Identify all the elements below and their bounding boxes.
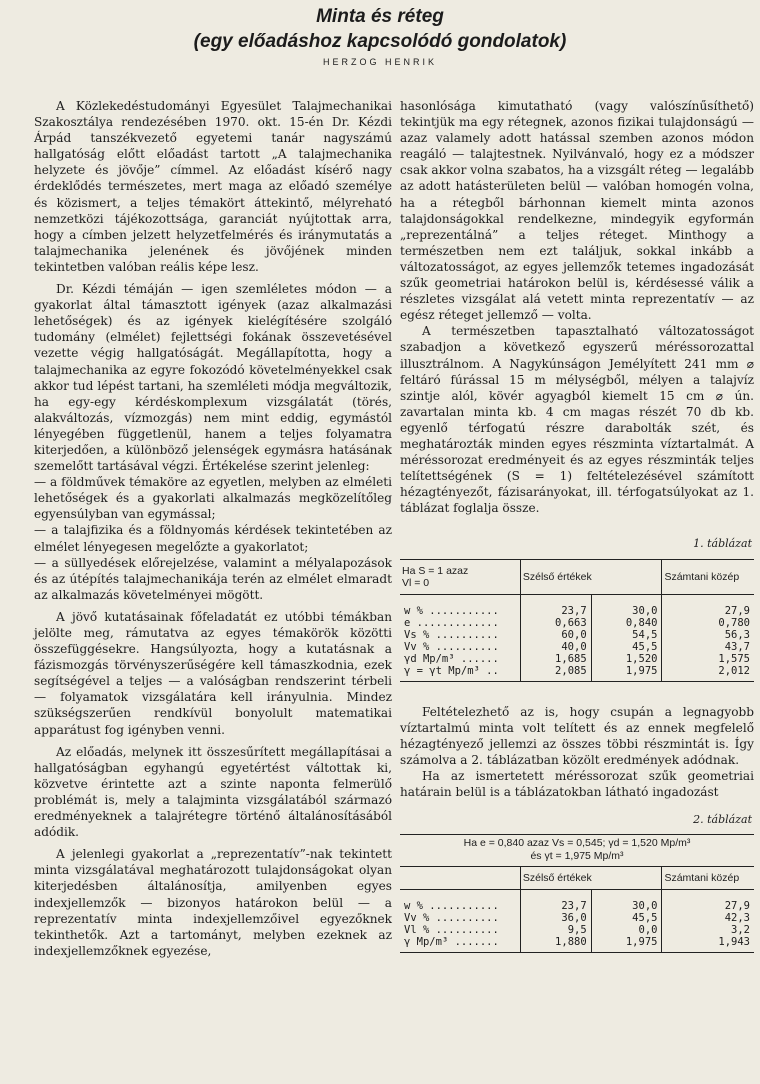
table-1-min-cell: 40,0 bbox=[520, 641, 591, 653]
paragraph: Az előadás, melynek itt összesűrített megállapításai a hallgatóságban egyhangú egyetértést váltottak ki, közvetve érintette azt a szinte naponta felmerülő problémát is, mely a talajminta vizsgálatából származó eredményeknek a talajrétegre történő általánosításából adódik. bbox=[34, 744, 392, 840]
table-1-row bbox=[400, 665, 754, 682]
table-2-min-cell: 23,7 bbox=[520, 890, 591, 913]
table-1-mean-cell: 27,9 bbox=[662, 594, 754, 617]
author: HERZOG HENRIK bbox=[322, 57, 437, 67]
paragraph: A jövő kutatásainak főfeladatát ez utóbbi témákban jelölte meg, rámutatva az egyes témakörök közötti összefüggésekre. Hangsúlyozta, hogy a kutatásnak a fázismozgás törvényszerűségére kell támaszkodnia, ezek segítségével a teljes — a valóságban rendszerint térbeli — folyamatok vizsgálatára kell irányulnia. Mindez szükségszerűen rendkívül bonyolult matematikai apparátust fog igényben venni. bbox=[34, 609, 392, 737]
table-2-row-label: Vv % .......... bbox=[404, 912, 499, 925]
table-2-max-cell: 0,0 bbox=[591, 924, 662, 936]
table-1-row-label: e ............. bbox=[404, 616, 499, 629]
table-2-row-label: Vl % .......... bbox=[404, 924, 499, 937]
table-1-row bbox=[400, 617, 754, 629]
title-line-1: Minta és réteg bbox=[316, 6, 444, 27]
table-2-row-label: w % ........... bbox=[404, 900, 499, 913]
table-1-mean-cell: 43,7 bbox=[662, 641, 754, 653]
table-1-mean-cell: 1,575 bbox=[662, 653, 754, 665]
list-item: — a süllyedések előrejelzése, valamint a mélyalapozások és az útépítés talajmechanikája terén az elmélet elmaradt az alkalmazás követelményei mögött. bbox=[34, 555, 392, 602]
table-1-max-cell: 0,840 bbox=[591, 617, 662, 629]
table-1-max-cell: 1,975 bbox=[591, 665, 662, 682]
paragraph: Dr. Kézdi témáján — igen szemléletes módon — a gyakorlat által támasztott igények (azaz alkalmazási lehetőségek) és az igények kielégítésére szolgáló tudomány (elmélet) fejlettségi fokának összevetésével vezette végig hallgatóságát. Megállapította, hogy a talajmechanika az egyre fokozódó követelményekkel csak akkor tud lépést tartani, ha szemléleti módja megváltozik, ha egy-egy kérdéskomplexum vizsgálatát (törés, alakváltozás, vízmozgás) nem mint eddig, egymástól lényegében függetlenül, hanem a teljes folyamatra kiterjedően, a különböző jelenségek egymásra hatásának szemelőtt tartásával végzi. Értékelése szerint jelenleg: bbox=[34, 282, 392, 474]
table-2-mean-cell: 27,9 bbox=[662, 890, 754, 913]
table-1-max-cell: 54,5 bbox=[591, 629, 662, 641]
paragraph: Ha az ismertetett méréssorozat szűk geometriai határain belül is a táblázatokban látható ingadozást bbox=[400, 768, 754, 799]
right-column bbox=[400, 98, 754, 953]
table-1-min-cell: 60,0 bbox=[520, 629, 591, 641]
table-2-max-cell: 1,975 bbox=[591, 936, 662, 953]
table-2-row bbox=[400, 936, 754, 953]
paragraph: A Közlekedéstudományi Egyesület Talajmechanikai Szakosztálya rendezésében 1970. okt. 15-én Dr. Kézdi Árpád tanszékvezető egyetemi tanár nagyszámú hallgatóság előtt előadást tartott „A talajmechanika helyzete és jövője” címmel. Az előadást kísérő nagy érdeklődés természetes, mert maga az előadó személye és közismert, a teljes témakört áttekintő, mélyreható nemzetközi tájékozottsága, garanciát nyújtottak arra, hogy a címben jelzett helyzetfelmérés és iránymutatás a talajmechanika jelenének és jövőjének minden tekintetben valóban reális képe lesz. bbox=[34, 99, 392, 274]
table-1-mean-cell: 0,780 bbox=[662, 617, 754, 629]
table-1-condition: Ha S = 1 azaz Vl = 0 bbox=[400, 559, 520, 594]
table-1-mean-cell: 56,3 bbox=[662, 629, 754, 641]
table-1-row bbox=[400, 594, 754, 617]
table-2-max-cell: 45,5 bbox=[591, 912, 662, 924]
table-2-min-cell: 1,880 bbox=[520, 936, 591, 953]
table-1-min-cell: 0,663 bbox=[520, 617, 591, 629]
paragraph: A természetben tapasztalható változatosságot szabadjon a következő egyszerű méréssorozattal illusztrálnom. A Nagykúnságon Jemélyített 241 mm ⌀ feltáró fúrással 15 m mélységből, mélyen a talajvíz szintje alól, kövér agyagból kiemelt 15 cm ⌀ ún. zavartalan minta kb. 4 cm magas részét 70 db kb. egyenlő térfogatú részre darabolták szét, és meghatározták minden egyes részminta víztartalmát. A méréssorozat eredményeit és az egyes részminták teljes telítettségének (S = 1) feltételezésével számított hézagtényezőt, fázisarányokat, ill. térfogatsúlyokat az 1. táblázat foglalja össze. bbox=[400, 324, 754, 516]
table-2-mean-header: Számtani közép bbox=[662, 867, 754, 890]
table-2-min-cell: 36,0 bbox=[520, 912, 591, 924]
table-1-min-cell: 23,7 bbox=[520, 594, 591, 617]
table-1-min-cell: 2,085 bbox=[520, 665, 591, 682]
table-1-row-label: γd Mp/m³ ...... bbox=[404, 652, 499, 665]
article-title bbox=[0, 4, 760, 54]
table-1-row-label: Vs % .......... bbox=[404, 628, 499, 641]
table-2-mean-cell: 3,2 bbox=[662, 924, 754, 936]
table-1-extremes-header: Szélső értékek bbox=[520, 559, 662, 594]
table-1-max-cell: 30,0 bbox=[591, 594, 662, 617]
table-2-min-cell: 9,5 bbox=[520, 924, 591, 936]
paragraph: Feltételezhető az is, hogy csupán a legnagyobb víztartalmú minta volt telített és az ennek megfelelő hézagtényező jellemzi az összes többi részmintát is. Így számolva a 2. táblázatban közölt eredmények adódnak. bbox=[400, 704, 754, 767]
list-item: — a földművek témaköre az egyetlen, melyben az elméleti lehetőségek és a gyakorlati alkalmazás megközelítőleg egyensúlyban van egymással; bbox=[34, 475, 392, 522]
table-1-row-label: Vv % .......... bbox=[404, 640, 499, 653]
table-1 bbox=[400, 559, 754, 682]
table-2-row bbox=[400, 890, 754, 913]
table-1-row bbox=[400, 641, 754, 653]
table-1-row bbox=[400, 653, 754, 665]
table-2-label: 2. táblázat bbox=[693, 813, 752, 827]
table-1-mean-header: Számtani közép bbox=[662, 559, 754, 594]
left-column bbox=[34, 98, 392, 959]
table-2-extremes-header: Szélső értékek bbox=[520, 867, 662, 890]
table-1-label: 1. táblázat bbox=[693, 537, 752, 551]
table-2-mean-cell: 42,3 bbox=[662, 912, 754, 924]
table-2-max-cell: 30,0 bbox=[591, 890, 662, 913]
table-1-min-cell: 1,685 bbox=[520, 653, 591, 665]
table-1-max-cell: 45,5 bbox=[591, 641, 662, 653]
table-1-max-cell: 1,520 bbox=[591, 653, 662, 665]
table-1-mean-cell: 2,012 bbox=[662, 665, 754, 682]
table-2-mean-cell: 1,943 bbox=[662, 936, 754, 953]
table-1-row-label: γ = γt Mp/m³ .. bbox=[400, 665, 520, 682]
paragraph: hasonlósága kimutatható (vagy valószínűsíthető) tekintjük ma egy rétegnek, azonos fizikai tulajdonságú — azaz valamely adott hatással szemben azonos módon reagáló — talajtestnek. Nyilvánvaló, hogy ez a módszer csak akkor volna szabatos, ha a vizsgált réteg — legalább az adott hatásterületen belül — valóban homogén volna, ha a rétegből bárhonnan kiemelt minta azonos talajdonságokkal rendelkezne, mindegyik egyformán „reprezentálná” a teljes réteget. Minthogy a természetben nem ezt találjuk, sokkal inkább a változatosságot, az egyes jellemzők tetemes ingadozását szűk geometriai határokon belül is, kérdésessé válik a részletes vizsgálat alá vetett minta reprezentatív — az egész réteget jellemző — volta. bbox=[400, 99, 754, 323]
title-line-2: (egy előadáshoz kapcsolódó gondolatok) bbox=[193, 31, 567, 52]
paragraph: A jelenlegi gyakorlat a „reprezentatív”-nak tekintett minta vizsgálatával meghatározott tulajdonságokat olyan kiterjedésben általánosítja, amilyenben egyes indexjellemzők — bizonyos határokon belül — a reprezentatív minta indexjellemzőivel egyezőknek tekinthetők. Azt a tartományt, melyben ezeknek az indexjellemzőknek egyezése, bbox=[34, 847, 392, 958]
table-1-row-label: w % ........... bbox=[404, 604, 499, 617]
table-2-row-label: γ Mp/m³ ....... bbox=[400, 936, 520, 953]
table-1-row bbox=[400, 629, 754, 641]
table-2 bbox=[400, 867, 754, 953]
list-item: — a talajfizika és a földnyomás kérdések tekintetében az elmélet lényegesen megelőzte a gyakorlatot; bbox=[34, 523, 392, 554]
table-2-row bbox=[400, 912, 754, 924]
table-2-row bbox=[400, 924, 754, 936]
table-2-condition: Ha e = 0,840 azaz Vs = 0,545; γd = 1,520 Mp/m³ és γt = 1,975 Mp/m³ bbox=[400, 834, 754, 867]
